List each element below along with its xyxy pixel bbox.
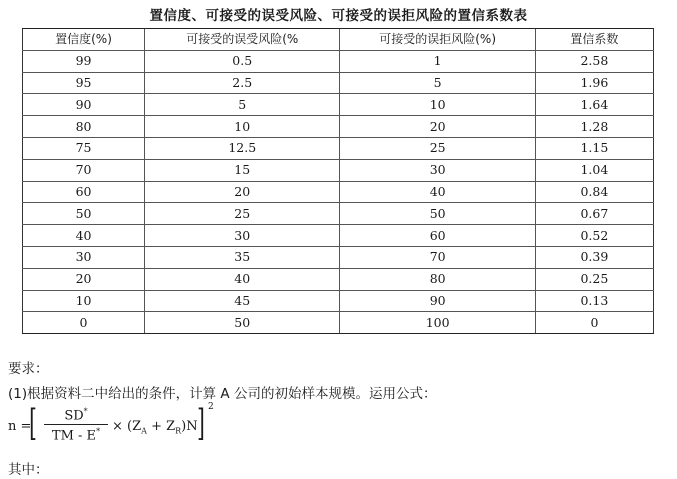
table-row	[23, 50, 654, 72]
cell-confidence-level: 0	[23, 312, 145, 334]
cell-confidence-level: 95	[23, 72, 145, 94]
cell-confidence-level: 99	[23, 50, 145, 72]
cell-rejection-risk: 1	[340, 50, 535, 72]
formula-left-bracket: [	[29, 403, 37, 444]
cell-rejection-risk: 100	[340, 312, 535, 334]
cell-acceptance-risk: 35	[145, 246, 340, 268]
cell-acceptance-risk: 20	[145, 181, 340, 203]
cell-confidence-level: 70	[23, 159, 145, 181]
cell-confidence-level: 10	[23, 290, 145, 312]
cell-coefficient: 1.96	[535, 72, 653, 94]
table-row	[23, 72, 654, 94]
cell-acceptance-risk: 25	[145, 203, 340, 225]
close-paren-n: )N	[181, 419, 198, 434]
header-confidence-level: 置信度(%)	[23, 29, 145, 51]
cell-confidence-level: 40	[23, 225, 145, 247]
cell-coefficient: 1.04	[535, 159, 653, 181]
cell-confidence-level: 20	[23, 268, 145, 290]
cell-acceptance-risk: 40	[145, 268, 340, 290]
cell-acceptance-risk: 0.5	[145, 50, 340, 72]
cell-coefficient: 2.58	[535, 50, 653, 72]
cell-acceptance-risk: 5	[145, 94, 340, 116]
subscript-r: R	[175, 426, 182, 436]
numerator-text: SD	[64, 408, 84, 424]
cell-confidence-level: 90	[23, 94, 145, 116]
table-header-row	[23, 29, 654, 51]
formula-multiplier	[112, 419, 198, 436]
cell-confidence-level: 60	[23, 181, 145, 203]
cell-coefficient: 1.28	[535, 116, 653, 138]
subscript-a: A	[141, 426, 147, 436]
cell-rejection-risk: 60	[340, 225, 535, 247]
cell-coefficient: 0.84	[535, 181, 653, 203]
cell-coefficient: 0.67	[535, 203, 653, 225]
cell-rejection-risk: 30	[340, 159, 535, 181]
table-title: 置信度、可接受的误受风险、可接受的误拒风险的置信系数表	[149, 8, 528, 24]
cell-rejection-risk: 70	[340, 246, 535, 268]
table-row	[23, 181, 654, 203]
table-row	[23, 225, 654, 247]
confidence-coefficient-table	[22, 28, 654, 334]
cell-confidence-level: 30	[23, 246, 145, 268]
formula-exponent: 2	[208, 402, 214, 412]
cell-confidence-level: 80	[23, 116, 145, 138]
formula-denominator	[44, 425, 108, 443]
denominator-text: TM - E	[51, 428, 97, 444]
table-row	[23, 116, 654, 138]
table-row	[23, 312, 654, 334]
cell-acceptance-risk: 45	[145, 290, 340, 312]
cell-rejection-risk: 40	[340, 181, 535, 203]
cell-rejection-risk: 90	[340, 290, 535, 312]
cell-coefficient: 1.15	[535, 137, 653, 159]
where-label: 其中：	[8, 462, 49, 478]
cell-confidence-level: 75	[23, 137, 145, 159]
cell-rejection-risk: 25	[340, 137, 535, 159]
header-confidence-coefficient: 置信系数	[535, 29, 653, 51]
cell-rejection-risk: 80	[340, 268, 535, 290]
header-acceptable-incorrect-rejection-risk: 可接受的误拒风险(%)	[340, 29, 535, 51]
formula-numerator	[44, 407, 108, 425]
cell-rejection-risk: 20	[340, 116, 535, 138]
cell-acceptance-risk: 2.5	[145, 72, 340, 94]
cell-coefficient: 0.52	[535, 225, 653, 247]
plus-z: + Z	[151, 419, 176, 434]
open-paren-z: (Z	[127, 419, 142, 434]
requirement-label: 要求：	[8, 361, 49, 377]
cell-coefficient: 1.64	[535, 94, 653, 116]
table-row	[23, 137, 654, 159]
denominator-mark: *	[96, 427, 101, 437]
header-acceptable-incorrect-acceptance-risk: 可接受的误受风险(%	[145, 29, 340, 51]
table-row	[23, 290, 654, 312]
formula-fraction	[44, 407, 108, 444]
table-row	[23, 268, 654, 290]
table-row	[23, 159, 654, 181]
numerator-mark: *	[83, 407, 88, 416]
cell-acceptance-risk: 12.5	[145, 137, 340, 159]
cell-acceptance-risk: 30	[145, 225, 340, 247]
cell-coefficient: 0.13	[535, 290, 653, 312]
formula-right-bracket: ]	[197, 403, 205, 444]
cell-coefficient: 0.25	[535, 268, 653, 290]
cell-acceptance-risk: 50	[145, 312, 340, 334]
question-item-1: (1)根据资料二中给出的条件，计算 A 公司的初始样本规模。运用公式：	[8, 386, 437, 402]
times-sign: ×	[112, 419, 123, 434]
cell-rejection-risk: 10	[340, 94, 535, 116]
cell-coefficient: 0.39	[535, 246, 653, 268]
cell-acceptance-risk: 10	[145, 116, 340, 138]
cell-rejection-risk: 5	[340, 72, 535, 94]
cell-confidence-level: 50	[23, 203, 145, 225]
cell-coefficient: 0	[535, 312, 653, 334]
table-row	[23, 203, 654, 225]
table-row	[23, 94, 654, 116]
cell-acceptance-risk: 15	[145, 159, 340, 181]
formula-lhs: n =	[8, 419, 32, 434]
cell-rejection-risk: 50	[340, 203, 535, 225]
table-row	[23, 246, 654, 268]
